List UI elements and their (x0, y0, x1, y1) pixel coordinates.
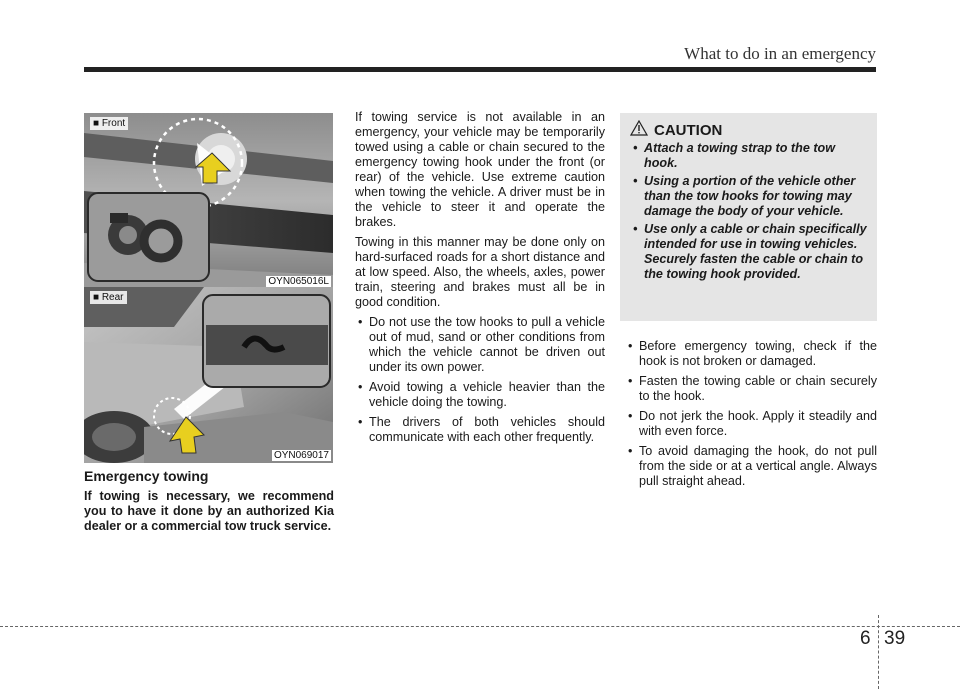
front-figure-label: ■ Front (90, 117, 128, 130)
section-intro: If towing is necessary, we recommend you to have it done by an authorized Kia dealer or a commercial tow truck service. (84, 489, 334, 533)
rear-figure-label: ■ Rear (90, 291, 127, 304)
list-item: • Using a portion of the vehicle other than the tow hooks for towing may damage the body of your vehicle. (630, 174, 867, 219)
list-item: • The drivers of both vehicles should communicate with each other frequently. (355, 415, 605, 445)
towing-instructions-column (355, 110, 605, 450)
list-item: • Do not jerk the hook. Apply it steadily and with even force. (625, 409, 877, 439)
rear-bumper-illustration (84, 287, 333, 463)
list-item: • Before emergency towing, check if the hook is not broken or damaged. (625, 339, 877, 369)
hook-bullet-list (625, 339, 877, 489)
towing-paragraph-2: Towing in this manner may be done only on hard-surfaced roads for a short distance and at low speed. Also, the wheels, axles, power train, steering and brakes must all be in good condition. (355, 235, 605, 309)
rear-figure-code: OYN069017 (273, 450, 329, 461)
hook-checklist-column (625, 339, 877, 494)
list-item: • Do not use the tow hooks to pull a vehicle out of mud, sand or other conditions from which the vehicle cannot be driven out under its own power. (355, 315, 605, 375)
footer-divider (878, 615, 879, 689)
header-rule (84, 67, 876, 72)
list-item: • Fasten the towing cable or chain securely to the hook. (625, 374, 877, 404)
front-bumper-illustration (84, 113, 333, 289)
page-header-title: What to do in an emergency (684, 44, 876, 63)
list-item: • Avoid towing a vehicle heavier than the vehicle doing the towing. (355, 380, 605, 410)
rear-tow-hook-figure (84, 287, 333, 463)
warning-triangle-icon (630, 120, 648, 141)
list-item: • To avoid damaging the hook, do not pull from the side or at a vertical angle. Always pull straight ahead. (625, 444, 877, 489)
footer-rule (0, 626, 960, 627)
caution-list (630, 141, 867, 282)
page-number: 39 (884, 628, 906, 649)
section-heading: Emergency towing (84, 468, 209, 484)
caution-header (630, 119, 867, 141)
towing-bullet-list (355, 315, 605, 445)
list-item: • Attach a towing strap to the tow hook. (630, 141, 867, 171)
front-figure-code: OYN065016L (268, 276, 329, 287)
front-tow-hook-figure (84, 113, 333, 289)
towing-paragraph-1: If towing service is not available in an emergency, your vehicle may be temporarily towed using a cable or chain secured to the emergency towing hook under the front (or rear) of the vehicle. Use extreme caution when towing the vehicle. A driver must be in the vehicle to steer it and operate the brakes. (355, 110, 605, 229)
caution-title: CAUTION (654, 121, 723, 139)
list-item: • Use only a cable or chain specifically intended for use in towing vehicles. Securely fasten the cable or chain to the towing hook provided. (630, 222, 867, 282)
caution-box (620, 113, 877, 321)
chapter-number: 6 (860, 628, 871, 649)
